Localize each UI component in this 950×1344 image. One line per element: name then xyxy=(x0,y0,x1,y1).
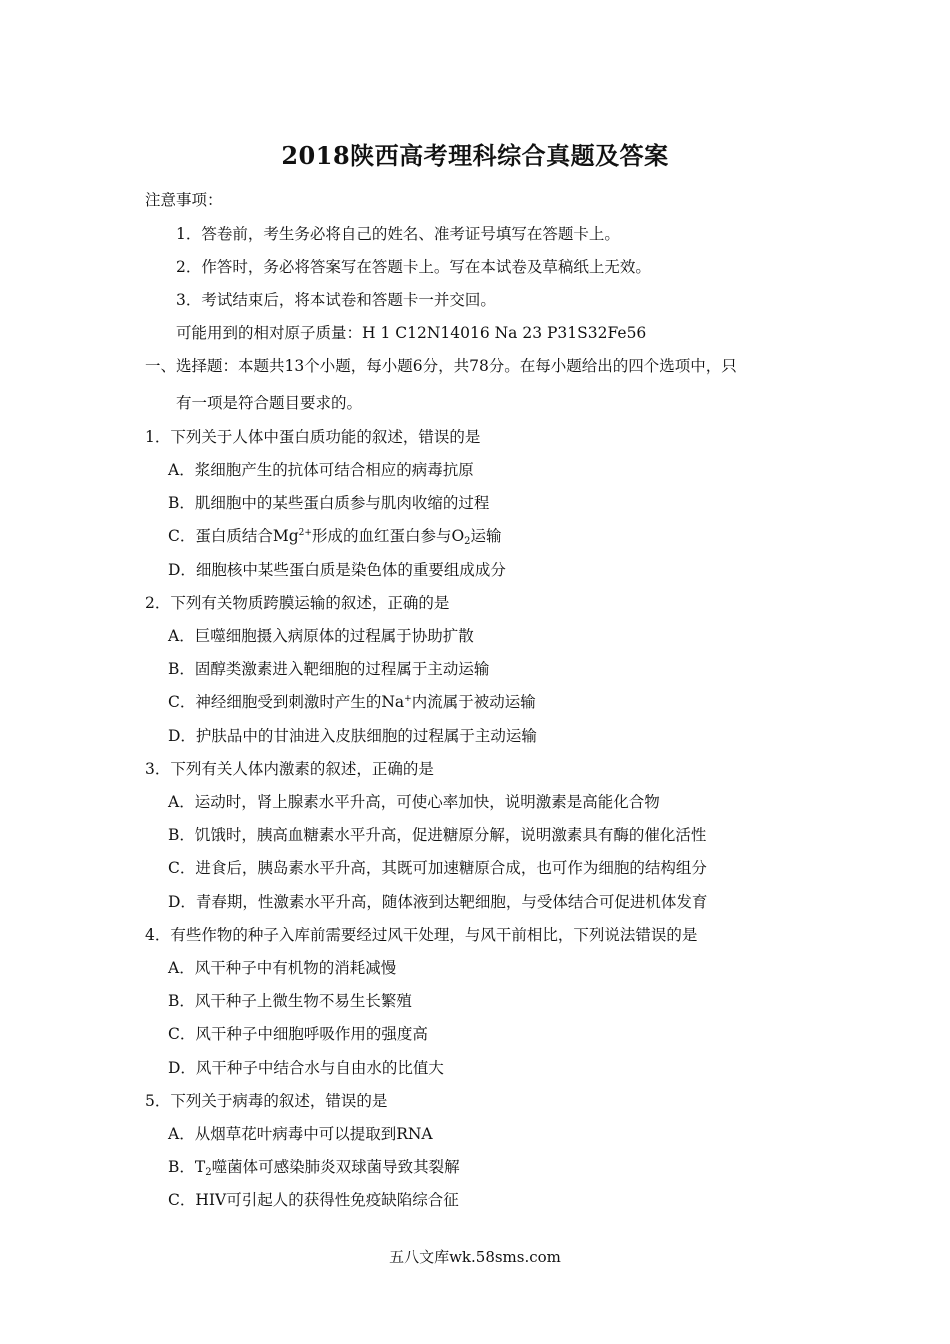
question-2-option-d: D．护肤品中的甘油进入皮肤细胞的过程属于主动运输 xyxy=(168,727,537,745)
question-5-option-c: C．HIV可引起人的获得性免疫缺陷综合征 xyxy=(168,1191,459,1209)
question-1-option-a: A．浆细胞产生的抗体可结合相应的病毒抗原 xyxy=(168,461,474,479)
question-3-option-c: C．进食后，胰岛素水平升高，其既可加速糖原合成，也可作为细胞的结构组分 xyxy=(168,859,707,877)
section-instructions-line2: 有一项是符合题目要求的。 xyxy=(176,394,363,412)
question-3-stem: 3．下列有关人体内激素的叙述，正确的是 xyxy=(145,760,434,778)
question-2-option-b: B．固醇类激素进入靶细胞的过程属于主动运输 xyxy=(168,660,490,678)
question-2-stem: 2．下列有关物质跨膜运输的叙述，正确的是 xyxy=(145,594,450,612)
question-2-option-c: C．神经细胞受到刺激时产生的Na+内流属于被动运输 xyxy=(168,693,536,711)
atomic-mass-line: 可能用到的相对原子质量：H 1 C12N14016 Na 23 P31S32Fe56 xyxy=(176,324,647,342)
question-3-option-a: A．运动时，肾上腺素水平升高，可使心率加快，说明激素是高能化合物 xyxy=(168,793,660,811)
question-4-option-a: A．风干种子中有机物的消耗减慢 xyxy=(168,959,397,977)
question-1-option-d: D．细胞核中某些蛋白质是染色体的重要组成成分 xyxy=(168,561,506,579)
question-5-stem: 5．下列关于病毒的叙述，错误的是 xyxy=(145,1092,388,1110)
notice-item-3: 3．考试结束后，将本试卷和答题卡一并交回。 xyxy=(176,291,496,309)
question-1-stem: 1．下列关于人体中蛋白质功能的叙述，错误的是 xyxy=(145,428,481,446)
question-3-option-d: D．青春期，性激素水平升高，随体液到达靶细胞，与受体结合可促进机体发育 xyxy=(168,893,708,911)
page-title: 2018陕西高考理科综合真题及答案 xyxy=(281,141,669,170)
question-3-option-b: B．饥饿时，胰高血糖素水平升高，促进糖原分解，说明激素具有酶的催化活性 xyxy=(168,826,707,844)
section-instructions-line1: 一、选择题：本题共13个小题，每小题6分，共78分。在每小题给出的四个选项中，只 xyxy=(145,357,737,375)
question-4-option-b: B．风干种子上微生物不易生长繁殖 xyxy=(168,992,412,1010)
notice-item-1: 1．答卷前，考生务必将自己的姓名、准考证号填写在答题卡上。 xyxy=(176,225,620,243)
question-5-option-a: A．从烟草花叶病毒中可以提取到RNA xyxy=(168,1125,433,1143)
question-5-option-b: B．$T_2$噬菌体可感染肺炎双球菌导致其裂解 xyxy=(168,1158,460,1178)
page-footer: 五八文库wk.58sms.com xyxy=(389,1248,561,1266)
question-2-option-a: A．巨噬细胞摄入病原体的过程属于协助扩散 xyxy=(168,627,474,645)
question-1-option-c: C．蛋白质结合$Mg^{2+}$形成的血红蛋白参与$O_2$运输 xyxy=(168,527,502,547)
notice-heading: 注意事项： xyxy=(145,191,223,209)
question-4-option-c: C．风干种子中细胞呼吸作用的强度高 xyxy=(168,1025,428,1043)
question-4-stem: 4．有些作物的种子入库前需要经过风干处理，与风干前相比，下列说法错误的是 xyxy=(145,926,698,944)
question-4-option-d: D．风干种子中结合水与自由水的比值大 xyxy=(168,1059,444,1077)
question-1-option-b: B．肌细胞中的某些蛋白质参与肌肉收缩的过程 xyxy=(168,494,490,512)
notice-item-2: 2．作答时，务必将答案写在答题卡上。写在本试卷及草稿纸上无效。 xyxy=(176,258,651,276)
